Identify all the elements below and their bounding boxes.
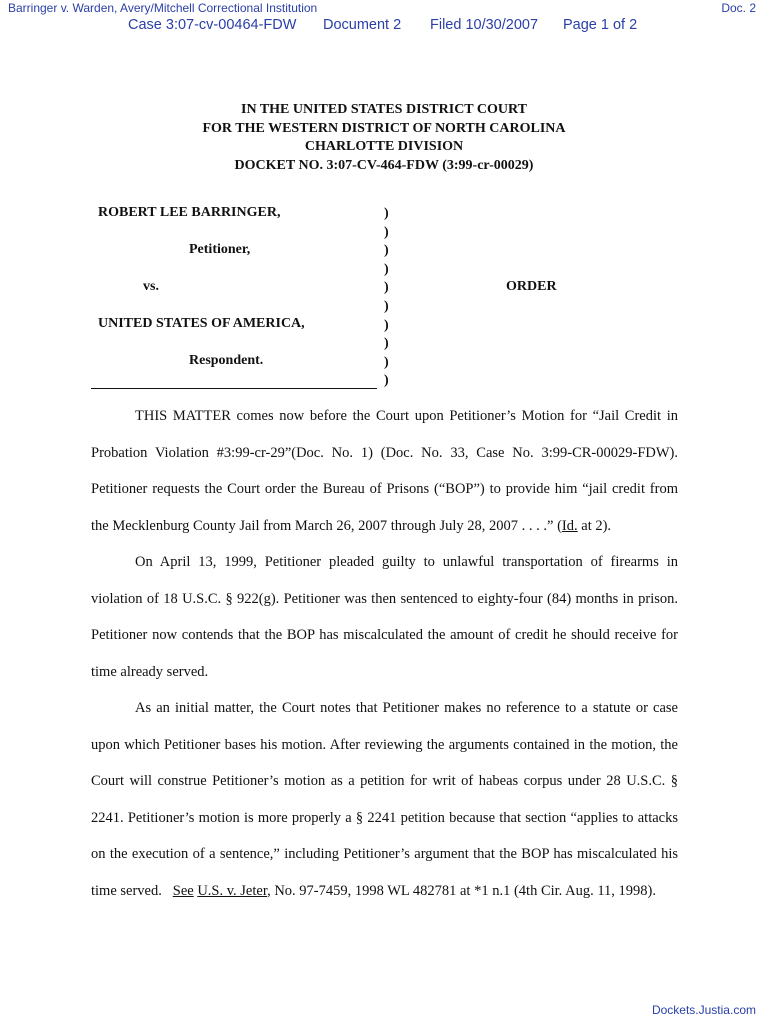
- body-line: Petitioner now contends that the BOP has miscalculated the amount of credit he should receive for: [91, 627, 678, 643]
- body-line: [91, 518, 678, 538]
- body-line: on the execution of a sentence,” including Petitioner’s argument that the BOP has miscalculated his: [91, 846, 678, 862]
- petitioner-name: ROBERT LEE BARRINGER,: [98, 205, 281, 220]
- caption-paren: ): [384, 317, 389, 333]
- body-line: violation of 18 U.S.C. § 922(g). Petitioner was then sentenced to eighty-four (84) months in prison.: [91, 590, 678, 607]
- body-line: On April 13, 1999, Petitioner pleaded guilty to unlawful transportation of firearms in: [135, 554, 678, 570]
- court-heading-line: CHARLOTTE DIVISION: [304, 139, 464, 154]
- filed-date: Filed 10/30/2007: [430, 17, 539, 33]
- order-title: ORDER: [506, 279, 557, 294]
- body-text-fragment: , No. 97-7459, 1998 WL 482781 at *1 n.1 (4th Cir. Aug. 11, 1998).: [267, 882, 657, 899]
- body-line: upon which Petitioner bases his motion. After reviewing the arguments contained in the motion, the: [91, 736, 678, 753]
- caption-paren: ): [384, 354, 389, 370]
- case-citation: U.S. v. Jeter: [197, 882, 268, 899]
- caption-paren: ): [384, 298, 389, 314]
- caption-paren: ): [384, 373, 389, 389]
- doc-number-link[interactable]: Doc. 2: [721, 1, 756, 15]
- caption-paren: ): [384, 224, 389, 240]
- court-heading: [0, 101, 768, 175]
- body-text-fragment: the Mecklenburg County Jail from March 26, 2007 through July 28, 2007 . . . .” (: [91, 517, 562, 534]
- body-text-fragment: time served.: [91, 882, 173, 899]
- caption-paren: ): [384, 261, 389, 277]
- body-line: THIS MATTER comes now before the Court upon Petitioner’s Motion for “Jail Credit in: [135, 408, 678, 424]
- respondent-role: Respondent.: [189, 353, 264, 368]
- caption-paren: ): [384, 206, 389, 221]
- docket-number: DOCKET NO. 3:07-CV-464-FDW (3:99-cr-00029): [234, 157, 534, 173]
- caption-paren: ): [384, 243, 389, 259]
- page-count: Page 1 of 2: [563, 17, 638, 33]
- body-line: time already served.: [91, 663, 209, 680]
- body-line: [91, 883, 678, 903]
- body-line: Court will construe Petitioner’s motion as a petition for writ of habeas corpus under 28 U.S.C. §: [91, 773, 678, 789]
- body-line: Probation Violation #3:99-cr-29”(Doc. No. 1) (Doc. No. 33, Case No. 3:99-CR-00029-FDW).: [91, 444, 678, 461]
- court-heading-line: IN THE UNITED STATES DISTRICT COURT: [241, 102, 527, 117]
- body-line: Petitioner requests the Court order the Bureau of Prisons (“BOP”) to provide him “jail credit from: [91, 481, 678, 497]
- body-line: 2241. Petitioner’s motion is more properly a § 2241 petition because that section “applies to attacks: [91, 809, 678, 826]
- justia-footer-link[interactable]: Dockets.Justia.com: [651, 1003, 756, 1017]
- body-line: As an initial matter, the Court notes that Petitioner makes no reference to a statute or case: [135, 700, 678, 716]
- court-heading-line: FOR THE WESTERN DISTRICT OF NORTH CAROLINA: [202, 120, 566, 136]
- respondent-name: UNITED STATES OF AMERICA,: [98, 316, 305, 331]
- versus-label: vs.: [143, 279, 159, 294]
- case-title-link[interactable]: Barringer v. Warden, Avery/Mitchell Correctional Institution: [8, 1, 318, 15]
- caption-paren: ): [384, 280, 389, 296]
- body-text-fragment: at 2).: [577, 517, 612, 534]
- caption-parentheses: [384, 205, 389, 391]
- case-number: Case 3:07-cv-00464-FDW: [128, 17, 297, 33]
- see-signal: See: [172, 882, 194, 899]
- document-number: Document 2: [323, 17, 402, 33]
- petitioner-role: Petitioner,: [189, 242, 251, 257]
- id-citation: Id.: [561, 517, 578, 534]
- caption-paren: ): [384, 336, 389, 352]
- caption-divider: [91, 388, 377, 389]
